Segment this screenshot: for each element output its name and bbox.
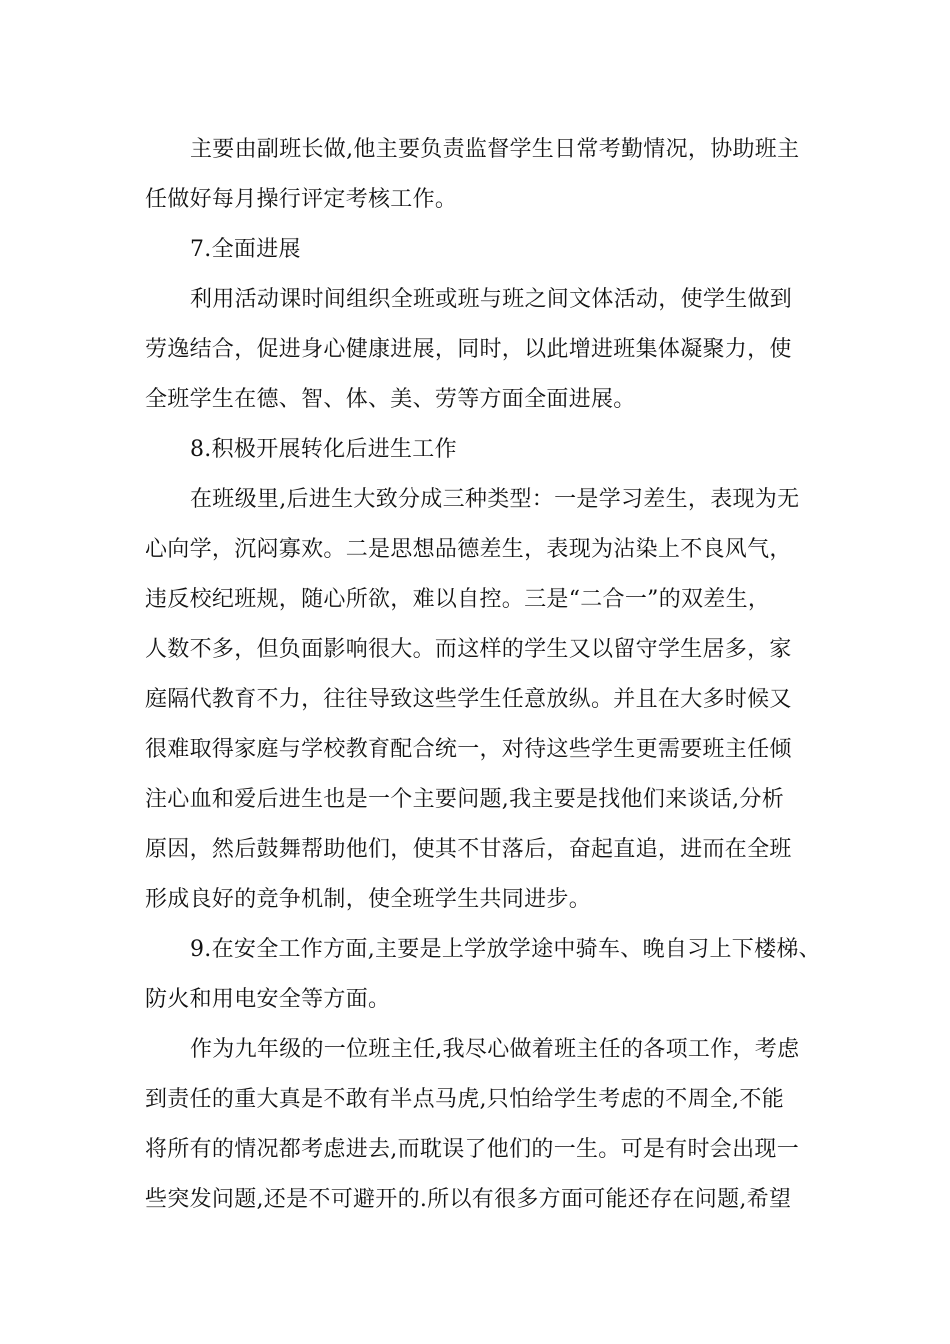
paragraph-line: 任做好每月操行评定考核工作。	[145, 187, 458, 212]
section-heading-8: 8.积极开展转化后进生工作	[190, 437, 457, 462]
paragraph-line: 心向学，沉闷寡欢。二是思想品德差生，表现为沾染上不良风气，	[145, 537, 792, 562]
paragraph-line: 在班级里,后进生大致分成三种类型：一是学习差生，表现为无	[190, 487, 800, 512]
paragraph-line: 利用活动课时间组织全班或班与班之间文体活动，使学生做到	[190, 287, 793, 312]
paragraph-line: 形成良好的竞争机制，使全班学生共同进步。	[145, 887, 592, 912]
paragraph-line: 防火和用电安全等方面。	[145, 987, 391, 1012]
paragraph-line: 将所有的情况都考虑进去,而耽误了他们的一生。可是有时会出现一	[145, 1137, 799, 1162]
paragraph-line: 劳逸结合，促进身心健康进展，同时，以此增进班集体凝聚力，使	[145, 337, 792, 362]
paragraph-line: 原因，然后鼓舞帮助他们，使其不甘落后，奋起直追，进而在全班	[145, 837, 792, 862]
paragraph-line: 到责任的重大真是不敢有半点马虎,只怕给学生考虑的不周全,不能	[145, 1087, 784, 1112]
paragraph-line: 主要由副班长做,他主要负责监督学生日常考勤情况，协助班主	[190, 137, 800, 162]
paragraph-line: 注心血和爱后进生也是一个主要问题,我主要是找他们来谈话,分析	[145, 787, 784, 812]
paragraph-line: 很难取得家庭与学校教育配合统一，对待这些学生更需要班主任倾	[145, 737, 792, 762]
paragraph-line: 作为九年级的一位班主任,我尽心做着班主任的各项工作，考虑	[190, 1037, 800, 1062]
paragraph-line: 庭隔代教育不力，往往导致这些学生任意放纵。并且在大多时候又	[145, 687, 792, 712]
paragraph-line: 全班学生在德、智、体、美、劳等方面全面进展。	[145, 387, 636, 412]
paragraph-line: 些突发问题,还是不可避开的.所以有很多方面可能还存在问题,希望	[145, 1187, 792, 1212]
section-heading-7: 7.全面进展	[190, 237, 301, 262]
document-body	[145, 125, 825, 1225]
paragraph-line: 人数不多，但负面影响很大。而这样的学生又以留守学生居多，家	[145, 637, 792, 662]
section-heading-9: 9.在安全工作方面,主要是上学放学途中骑车、晚自习上下楼梯、	[190, 937, 821, 962]
paragraph-line: 违反校纪班规，随心所欲，难以自控。三是“二合一”的双差生，	[145, 587, 771, 612]
